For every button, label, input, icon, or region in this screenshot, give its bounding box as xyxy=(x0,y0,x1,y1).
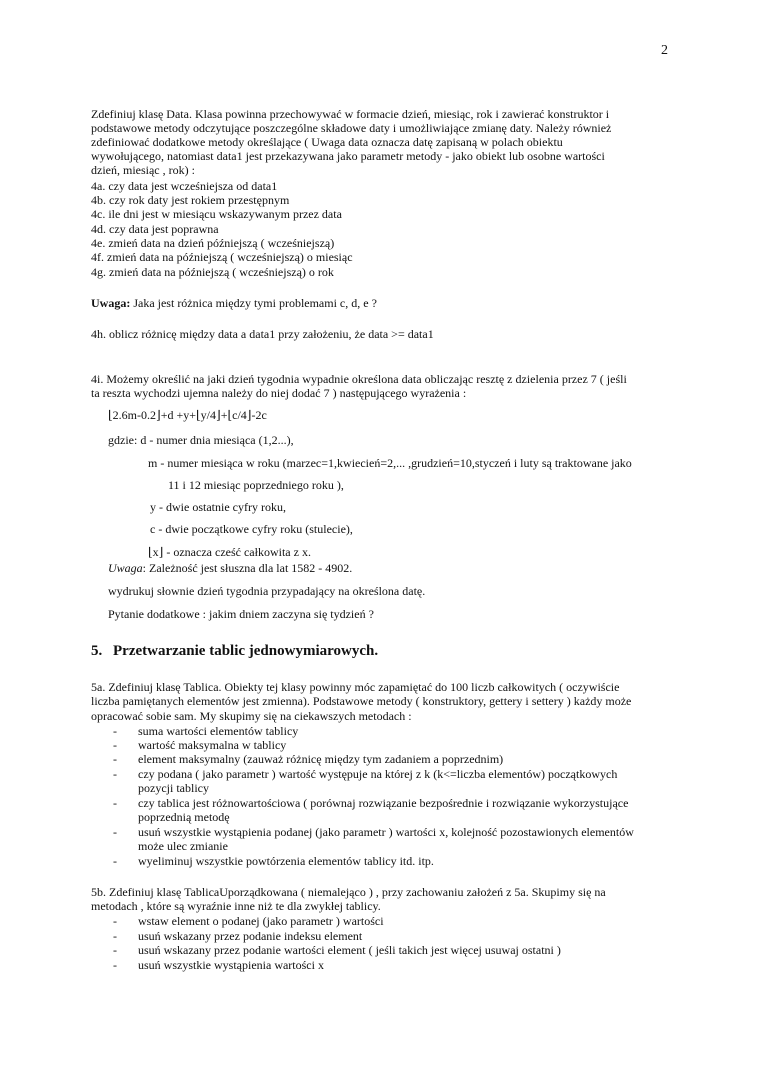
task-4i-line: 4i. Możemy określić na jaki dzień tygodnia wypadnie określona data obliczając resztę z dzielenia przez 7 ( jeśli xyxy=(91,372,627,386)
section-number: 5. xyxy=(91,643,103,659)
task5b-line: 5b. Zdefiniuj klasę TablicaUporządkowana ( niemalejąco ) , przy zachowaniu założeń z 5a. Skupimy się na xyxy=(91,885,606,899)
bullet-text: suma wartości elementów tablicy xyxy=(138,724,299,738)
task-4h: 4h. oblicz różnicę między data a data1 przy założeniu, że data >= data1 xyxy=(91,327,434,341)
bullet-dash: - xyxy=(113,752,117,766)
section-title: Przetwarzanie tablic jednowymiarowych. xyxy=(113,643,379,659)
bullet-dash: - xyxy=(113,958,117,972)
bullet-dash: - xyxy=(113,825,117,839)
y-definition: y - dwie ostatnie cyfry roku, xyxy=(150,500,286,514)
bullet-text-cont: poprzednią metodę xyxy=(138,810,230,824)
bullet-text: usuń wszystkie wystąpienia podanej (jako parametr ) wartości x, kolejność pozostawionych elementów xyxy=(138,825,634,839)
uwaga-label: Uwaga: xyxy=(91,296,131,310)
page-number: 2 xyxy=(661,43,668,58)
text-line: zdefiniować dodatkowe metody określające ( Uwaga data oznacza datę zapisaną w polach obiektu xyxy=(91,135,563,149)
bullet-dash: - xyxy=(113,914,117,928)
list-item: 4b. czy rok daty jest rokiem przestępnym xyxy=(91,193,290,207)
bullet-text: czy tablica jest różnowartościowa ( porównaj rozwiązanie bezpośrednie i rozwiązanie wykorzystujące xyxy=(138,796,629,810)
x-definition: ⌊x⌋ - oznacza cześć całkowita z x. xyxy=(148,545,311,559)
task-4i-line: ta reszta wychodzi ujemna należy do niej dodać 7 ) następującego wyrażenia : xyxy=(91,386,467,400)
uwaga2-label: Uwaga xyxy=(108,561,143,575)
section-heading xyxy=(91,643,378,660)
uwaga-text: Jaka jest różnica między tymi problemami c, d, e ? xyxy=(130,296,377,310)
task5a-line: liczba pamiętanych elementów jest zmienna). Podstawowe metody ( konstruktory, gettery i settery ) każdy może xyxy=(91,694,632,708)
text-line: dzień, miesiąc , rok) : xyxy=(91,163,195,177)
bullet-dash: - xyxy=(113,854,117,868)
bullet-text: usuń wszystkie wystąpienia wartości x xyxy=(138,958,324,972)
bullet-dash: - xyxy=(113,796,117,810)
text-line: wywołującego, natomiast data1 jest przekazywana jako parametr metody - jako obiekt lub osobne wartości xyxy=(91,149,605,163)
list-item: 4e. zmień data na dzień późniejszą ( wcześniejszą) xyxy=(91,236,335,250)
bullet-text: wstaw element o podanej (jako parametr ) wartości xyxy=(138,914,384,928)
text-line: podstawowe metody odczytujące poszczególne składowe daty i umożliwiające zmianę daty. Należy również xyxy=(91,121,612,135)
task5b-line: metodach , które są wyraźnie inne niż te dla zwykłej tablicy. xyxy=(91,899,381,913)
bullet-text: element maksymalny (zauważ różnicę między tym zadaniem a poprzednim) xyxy=(138,752,504,766)
bullet-text: wyeliminuj wszystkie powtórzenia elementów tablicy itd. itp. xyxy=(138,854,434,868)
task5a-line: 5a. Zdefiniuj klasę Tablica. Obiekty tej klasy powinny móc zapamiętać do 100 liczb całkowitych ( oczywiście xyxy=(91,680,620,694)
gdzie-line: gdzie: d - numer dnia miesiąca (1,2...), xyxy=(108,433,294,447)
m-definition: m - numer miesiąca w roku (marzec=1,kwiecień=2,... ,grudzień=10,styczeń i luty są traktowane jako xyxy=(148,456,632,470)
bullet-text: usuń wskazany przez podanie indeksu element xyxy=(138,929,363,943)
bullet-text: wartość maksymalna w tablicy xyxy=(138,738,287,752)
bullet-dash: - xyxy=(113,738,117,752)
bullet-dash: - xyxy=(113,767,117,781)
m-definition-cont: 11 i 12 miesiąc poprzedniego roku ), xyxy=(168,478,344,492)
bullet-text-cont: może ulec zmianie xyxy=(138,839,228,853)
list-item: 4c. ile dni jest w miesiącu wskazywanym przez data xyxy=(91,207,342,221)
wydrukuj-line: wydrukuj słownie dzień tygodnia przypadający na określona datę. xyxy=(108,584,426,598)
uwaga2-note xyxy=(108,561,352,575)
bullet-text: usuń wskazany przez podanie wartości element ( jeśli takich jest więcej usuwaj ostatni ) xyxy=(138,943,561,957)
list-item: 4f. zmień data na późniejszą ( wcześniejszą) o miesiąc xyxy=(91,250,353,264)
formula: ⌊2.6m-0.2⌋+d +y+⌊y/4⌋+⌊c/4⌋-2c xyxy=(108,408,267,422)
task5a-line: opracować sobie sam. My skupimy się na ciekawszych metodach : xyxy=(91,709,412,723)
bullet-dash: - xyxy=(113,943,117,957)
c-definition: c - dwie początkowe cyfry roku (stulecie), xyxy=(150,522,353,536)
uwaga2-text: : Zależność jest słuszna dla lat 1582 - 4902. xyxy=(142,561,353,575)
bullet-dash: - xyxy=(113,724,117,738)
list-item: 4a. czy data jest wcześniejsza od data1 xyxy=(91,179,278,193)
bullet-dash: - xyxy=(113,929,117,943)
pytanie-line: Pytanie dodatkowe : jakim dniem zaczyna się tydzień ? xyxy=(108,607,374,621)
list-item: 4g. zmień data na późniejszą ( wcześniejszą) o rok xyxy=(91,265,334,279)
bullet-text: czy podana ( jako parametr ) wartość występuje na której z k (k<=liczba elementów) początkowych xyxy=(138,767,618,781)
text-line: Zdefiniuj klasę Data. Klasa powinna przechowywać w formacie dzień, miesiąc, rok i zawierać konstruktor i xyxy=(91,107,610,121)
bullet-text-cont: pozycji tablicy xyxy=(138,781,209,795)
uwaga-note xyxy=(91,296,377,310)
list-item: 4d. czy data jest poprawna xyxy=(91,222,219,236)
